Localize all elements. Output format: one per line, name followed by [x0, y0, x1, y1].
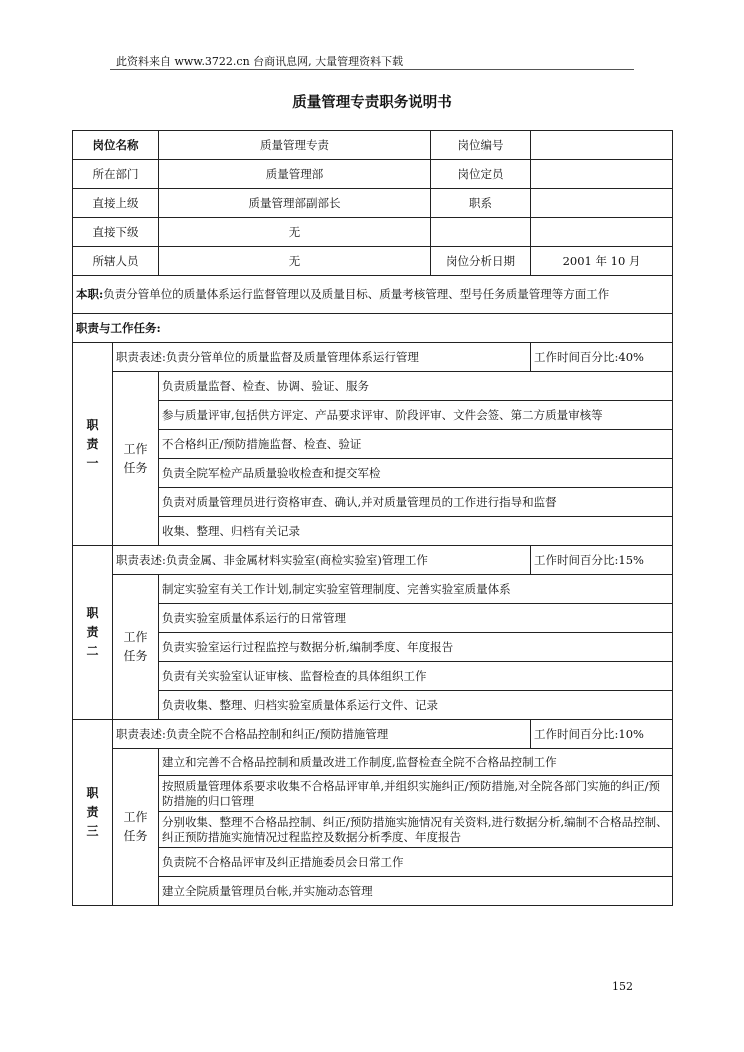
task-row [73, 633, 673, 662]
info-row [73, 189, 673, 218]
task-row [73, 812, 673, 848]
task-label [113, 372, 159, 546]
summary-row [73, 276, 673, 314]
task-row [73, 776, 673, 812]
summary-text: 负责分管单位的质量体系运行监督管理以及质量目标、质量考核管理、型号任务质量管理等方面工作 [103, 287, 610, 301]
task-label [113, 749, 159, 906]
duty-title [73, 720, 113, 906]
duty-statement: 职责表述:负责金属、非金属材料实验室(商检实验室)管理工作 [113, 546, 531, 575]
info-value: 无 [159, 247, 431, 276]
duty-statement: 职责表述:负责分管单位的质量监督及质量管理体系运行管理 [113, 343, 531, 372]
duty-statement-row [73, 720, 673, 749]
task-item: 参与质量评审,包括供方评定、产品要求评审、阶段评审、文件会签、第二方质量审核等 [159, 401, 673, 430]
info-value [531, 131, 673, 160]
task-row [73, 372, 673, 401]
task-item: 负责收集、整理、归档实验室质量体系运行文件、记录 [159, 691, 673, 720]
task-item: 负责实验室运行过程监控与数据分析,编制季度、年度报告 [159, 633, 673, 662]
info-value: 质量管理部副部长 [159, 189, 431, 218]
task-row [73, 488, 673, 517]
duty-title [73, 343, 113, 546]
duty-time-percent: 工作时间百分比:15% [531, 546, 673, 575]
info-row [73, 247, 673, 276]
duty-title-text: 职责一 [86, 417, 99, 470]
task-row [73, 877, 673, 906]
page-number: 152 [612, 980, 633, 993]
task-row [73, 430, 673, 459]
source-header: 此资料来自 www.3722.cn 台商讯息网, 大量管理资料下载 [116, 55, 404, 68]
info-label: 所辖人员 [73, 247, 159, 276]
task-item: 建立和完善不合格品控制和质量改进工作制度,监督检查全院不合格品控制工作 [159, 749, 673, 776]
document-title: 质量管理专责职务说明书 [292, 94, 452, 111]
duty-statement-row [73, 343, 673, 372]
task-row [73, 662, 673, 691]
task-row [73, 459, 673, 488]
task-label [113, 575, 159, 720]
info-value: 质量管理专责 [159, 131, 431, 160]
info-value: 2001 年 10 月 [531, 247, 673, 276]
info-empty-cell [431, 218, 531, 247]
info-label: 所在部门 [73, 160, 159, 189]
info-row [73, 160, 673, 189]
task-label-text: 工作任务 [123, 441, 148, 475]
info-label: 直接上级 [73, 189, 159, 218]
info-row [73, 218, 673, 247]
duty-time-percent: 工作时间百分比:40% [531, 343, 673, 372]
task-row [73, 604, 673, 633]
task-row [73, 848, 673, 877]
duties-heading: 职责与工作任务: [73, 314, 673, 343]
task-row [73, 517, 673, 546]
duty-title [73, 546, 113, 720]
info-label: 岗位名称 [73, 131, 159, 160]
task-item: 负责有关实验室认证审核、监督检查的具体组织工作 [159, 662, 673, 691]
task-item: 负责质量监督、检查、协调、验证、服务 [159, 372, 673, 401]
info-empty-cell [531, 218, 673, 247]
task-row [73, 749, 673, 776]
task-item: 分别收集、整理不合格品控制、纠正/预防措施实施情况有关资料,进行数据分析,编制不合格品控制、纠正预防措施实施情况过程监控及数据分析季度、年度报告 [159, 812, 673, 848]
summary-label: 本职: [76, 287, 104, 301]
info-row [73, 131, 673, 160]
task-row [73, 691, 673, 720]
task-item: 负责实验室质量体系运行的日常管理 [159, 604, 673, 633]
info-label: 岗位编号 [431, 131, 531, 160]
duty-title-text: 职责三 [86, 786, 99, 838]
task-item: 制定实验室有关工作计划,制定实验室管理制度、完善实验室质量体系 [159, 575, 673, 604]
task-item: 负责全院军检产品质量验收检查和提交军检 [159, 459, 673, 488]
info-value: 质量管理部 [159, 160, 431, 189]
info-label: 直接下级 [73, 218, 159, 247]
info-label: 职系 [431, 189, 531, 218]
task-label-text: 工作任务 [123, 630, 148, 663]
task-item: 不合格纠正/预防措施监督、检查、验证 [159, 430, 673, 459]
task-item: 收集、整理、归档有关记录 [159, 517, 673, 546]
task-label-text: 工作任务 [123, 810, 148, 843]
duties-heading-row [73, 314, 673, 343]
info-value: 无 [159, 218, 431, 247]
task-item: 建立全院质量管理员台帐,并实施动态管理 [159, 877, 673, 906]
duty-time-percent: 工作时间百分比:10% [531, 720, 673, 749]
task-item: 负责院不合格品评审及纠正措施委员会日常工作 [159, 848, 673, 877]
task-row [73, 575, 673, 604]
task-row [73, 401, 673, 430]
task-item: 负责对质量管理员进行资格审查、确认,并对质量管理员的工作进行指导和监督 [159, 488, 673, 517]
info-label: 岗位分析日期 [431, 247, 531, 276]
duty-title-text: 职责二 [86, 606, 99, 658]
duty-statement: 职责表述:负责全院不合格品控制和纠正/预防措施管理 [113, 720, 531, 749]
summary-cell [73, 276, 673, 314]
info-label: 岗位定员 [431, 160, 531, 189]
info-value [531, 160, 673, 189]
job-description-table [72, 130, 672, 906]
duty-statement-row [73, 546, 673, 575]
header-divider [110, 69, 634, 70]
info-value [531, 189, 673, 218]
task-item: 按照质量管理体系要求收集不合格品评审单,并组织实施纠正/预防措施,对全院各部门实施的纠正/预防措施的归口管理 [159, 776, 673, 812]
